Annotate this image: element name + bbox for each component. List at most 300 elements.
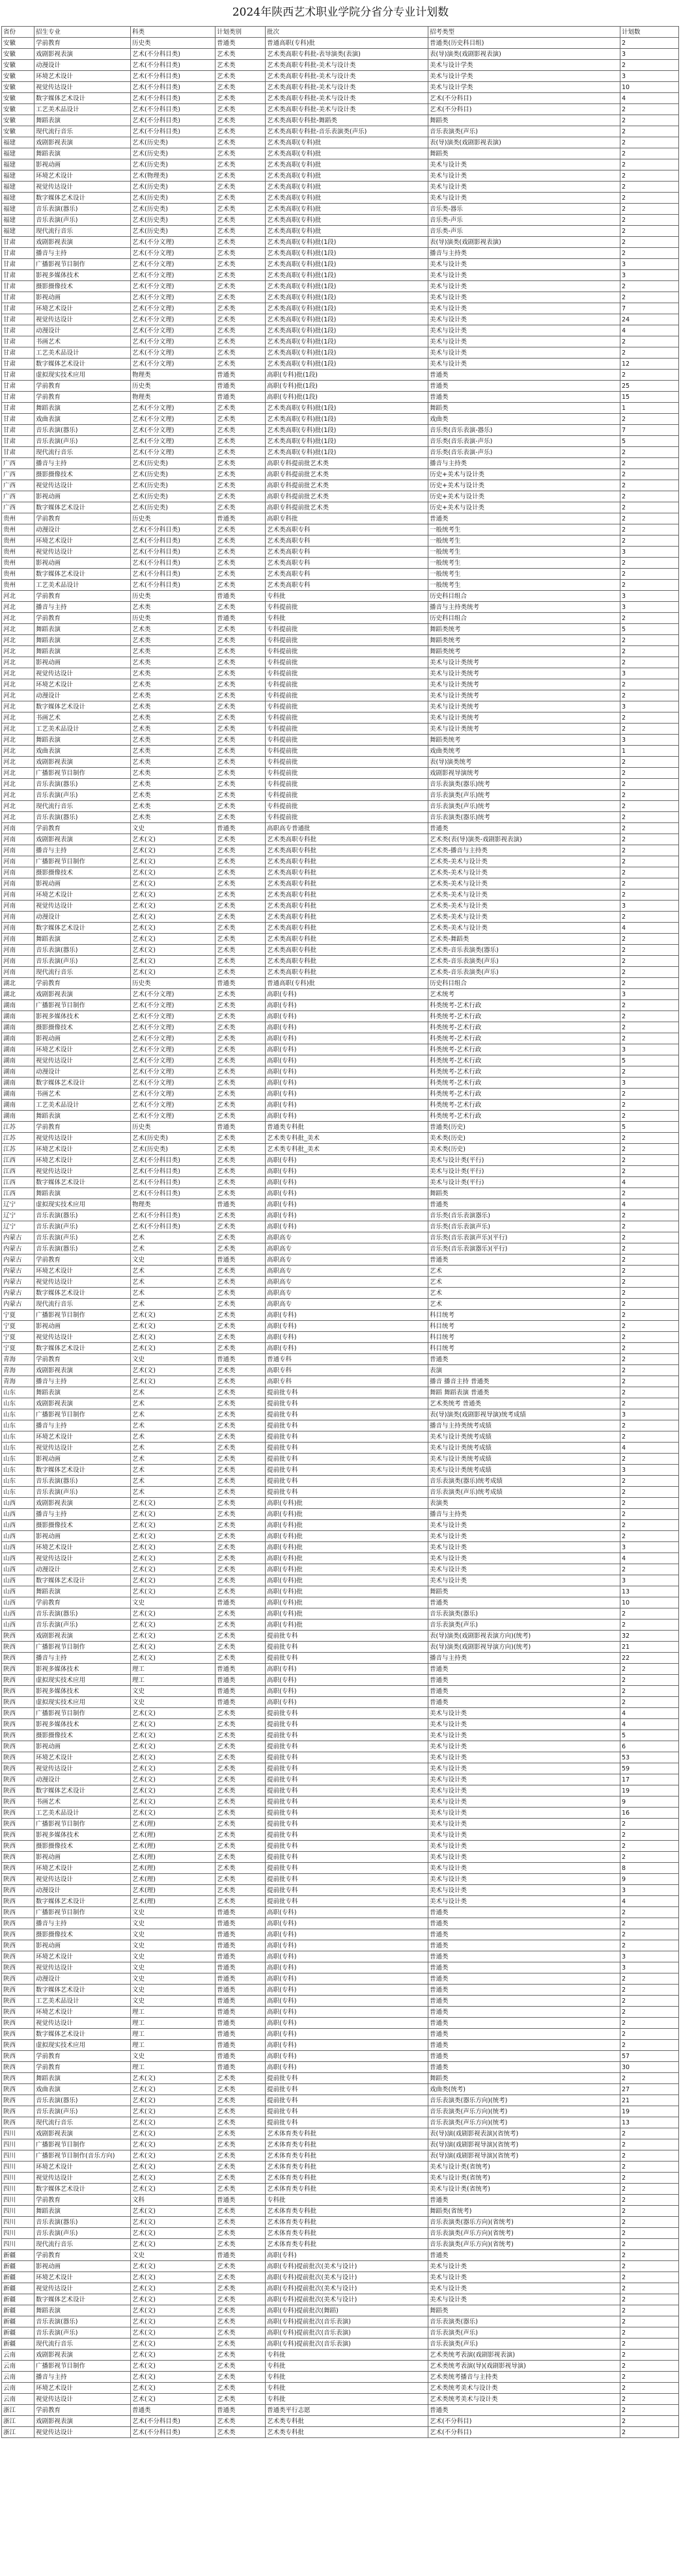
cell-province: 山东 — [2, 1465, 35, 1476]
cell-major: 数字媒体艺术设计 — [35, 1078, 131, 1089]
table-row — [2, 403, 679, 414]
cell-plan-type: 艺术类 — [215, 2073, 266, 2084]
cell-plan-count: 2 — [620, 1841, 679, 1852]
cell-major: 视觉传达设计 — [35, 2283, 131, 2294]
cell-batch: 提前批专科 — [266, 1420, 428, 1431]
cell-subject: 艺术(不分文理) — [131, 237, 215, 248]
table-row — [2, 425, 679, 436]
cell-plan-count: 2 — [620, 1321, 679, 1332]
cell-plan-count: 2 — [620, 1852, 679, 1863]
cell-exam-type: 科目统考 — [428, 1321, 620, 1332]
cell-subject: 艺术(不分科目类) — [131, 60, 215, 71]
table-row — [2, 2427, 679, 2438]
cell-plan-type: 艺术类 — [215, 2239, 266, 2250]
cell-major: 书画艺术 — [35, 1796, 131, 1808]
cell-exam-type: 音乐表演类(器乐方向)(统考) — [428, 2095, 620, 2106]
cell-plan-type: 艺术类 — [215, 735, 266, 746]
cell-major: 摄影摄像技术 — [35, 1520, 131, 1531]
cell-subject: 艺术(不分文理) — [131, 1089, 215, 1100]
cell-exam-type: 普通类 — [428, 1951, 620, 1962]
cell-batch: 专科提前批 — [266, 790, 428, 801]
table-row — [2, 1398, 679, 1409]
cell-plan-type: 艺术类 — [215, 1210, 266, 1221]
cell-province: 陕西 — [2, 1940, 35, 1951]
cell-province: 安徽 — [2, 49, 35, 60]
cell-exam-type: 普通类 — [428, 370, 620, 381]
cell-major: 工艺美术品设计 — [35, 724, 131, 735]
cell-major: 学前教育 — [35, 2062, 131, 2073]
table-row — [2, 746, 679, 757]
cell-province: 陕西 — [2, 1918, 35, 1929]
cell-province: 山东 — [2, 1443, 35, 1454]
cell-province: 湖南 — [2, 1100, 35, 1111]
cell-subject: 艺术(历史类) — [131, 458, 215, 469]
cell-subject: 艺术(理) — [131, 1852, 215, 1863]
cell-exam-type: 普通类 — [428, 2018, 620, 2029]
cell-plan-count: 7 — [620, 425, 679, 436]
cell-subject: 艺术(文) — [131, 1808, 215, 1819]
cell-exam-type: 美术与设计类统考 — [428, 679, 620, 690]
cell-plan-type: 艺术类 — [215, 1863, 266, 1874]
cell-exam-type: 美术与设计类统考成绩 — [428, 1465, 620, 1476]
cell-plan-type: 艺术类 — [215, 480, 266, 491]
cell-plan-type: 普通类 — [215, 1996, 266, 2007]
cell-subject: 物理类 — [131, 392, 215, 403]
cell-subject: 艺术(文) — [131, 923, 215, 934]
cell-province: 陕西 — [2, 1796, 35, 1808]
cell-subject: 艺术(文) — [131, 2283, 215, 2294]
cell-plan-count: 3 — [620, 602, 679, 613]
cell-plan-type: 艺术类 — [215, 1365, 266, 1376]
table-row — [2, 867, 679, 878]
cell-batch: 艺术类高职专科批 — [266, 967, 428, 978]
cell-subject: 艺术类 — [131, 690, 215, 701]
cell-plan-type: 普通类 — [215, 2007, 266, 2018]
cell-province: 河北 — [2, 635, 35, 646]
cell-exam-type: 科类统考-艺术行政 — [428, 1000, 620, 1011]
cell-plan-count: 12 — [620, 359, 679, 370]
cell-province: 河北 — [2, 701, 35, 712]
table-row — [2, 889, 679, 901]
cell-subject: 文科 — [131, 2195, 215, 2206]
cell-plan-type: 艺术类 — [215, 757, 266, 768]
cell-province: 陕西 — [2, 2117, 35, 2128]
cell-batch: 高职(专科)提前批次(美术与设计) — [266, 2283, 428, 2294]
cell-exam-type: 美术与设计类 — [428, 325, 620, 336]
cell-plan-count: 2 — [620, 956, 679, 967]
cell-plan-type: 艺术类 — [215, 1022, 266, 1033]
cell-plan-count: 2 — [620, 1100, 679, 1111]
cell-plan-count: 2 — [620, 2383, 679, 2394]
cell-province: 河北 — [2, 591, 35, 602]
cell-exam-type: 艺术类统考 普通类 — [428, 1398, 620, 1409]
cell-province: 陕西 — [2, 2062, 35, 2073]
cell-plan-count: 2 — [620, 1686, 679, 1697]
cell-province: 青海 — [2, 1365, 35, 1376]
cell-plan-count: 2 — [620, 2018, 679, 2029]
table-row — [2, 1133, 679, 1144]
cell-major: 学前教育 — [35, 381, 131, 392]
cell-plan-type: 普通类 — [215, 613, 266, 624]
cell-subject: 艺术(文) — [131, 2316, 215, 2327]
cell-plan-type: 艺术类 — [215, 2106, 266, 2117]
table-row — [2, 2018, 679, 2029]
cell-batch: 提前批专科 — [266, 1719, 428, 1730]
cell-exam-type: 美术与设计学类 — [428, 82, 620, 93]
cell-exam-type: 音乐表演类(声乐)统考 — [428, 790, 620, 801]
cell-major: 学前教育 — [35, 823, 131, 834]
cell-exam-type: 音乐表演类(声乐) — [428, 126, 620, 137]
cell-batch: 艺术体育类专科批 — [266, 2173, 428, 2184]
cell-major: 学前教育 — [35, 392, 131, 403]
cell-plan-count: 1 — [620, 403, 679, 414]
cell-exam-type: 艺术 — [428, 1288, 620, 1299]
cell-province: 甘肃 — [2, 436, 35, 447]
cell-plan-type: 艺术类 — [215, 1089, 266, 1100]
cell-subject: 艺术(不分文理) — [131, 1078, 215, 1089]
cell-province: 安徽 — [2, 82, 35, 93]
cell-batch: 高职高专 — [266, 1254, 428, 1266]
cell-batch: 高职(专科)批(1段) — [266, 381, 428, 392]
cell-province: 甘肃 — [2, 359, 35, 370]
cell-subject: 艺术(理) — [131, 1819, 215, 1830]
cell-plan-count: 2 — [620, 237, 679, 248]
document-title: 2024年陕西艺术职业学院分省分专业计划数 — [232, 6, 449, 19]
cell-batch: 艺术类高职(专科)批 — [266, 226, 428, 237]
cell-plan-type: 普通类 — [215, 1907, 266, 1918]
table-row — [2, 292, 679, 303]
table-row — [2, 2062, 679, 2073]
cell-plan-count: 2 — [620, 104, 679, 115]
cell-plan-count: 2 — [620, 1398, 679, 1409]
cell-province: 湖北 — [2, 989, 35, 1000]
cell-major: 影视动画 — [35, 491, 131, 502]
cell-plan-type: 艺术类 — [215, 746, 266, 757]
cell-province: 河北 — [2, 668, 35, 679]
cell-subject: 艺术(理) — [131, 1896, 215, 1907]
cell-exam-type: 艺术类统考表演(戏剧影视表演) — [428, 2350, 620, 2361]
cell-exam-type: 普通类 — [428, 2051, 620, 2062]
cell-plan-type: 艺术类 — [215, 536, 266, 547]
cell-batch: 提前批专科 — [266, 2073, 428, 2084]
cell-plan-count: 2 — [620, 690, 679, 701]
table-row — [2, 2228, 679, 2239]
cell-province: 陕西 — [2, 1774, 35, 1785]
cell-province: 贵州 — [2, 558, 35, 569]
cell-batch: 高职(专科)提前批次(音乐表演) — [266, 2327, 428, 2339]
cell-plan-type: 艺术类 — [215, 193, 266, 204]
cell-exam-type: 美术与设计类 — [428, 1896, 620, 1907]
cell-batch: 艺术体育类专科批 — [266, 2228, 428, 2239]
cell-batch: 高职(专科) — [266, 1310, 428, 1321]
cell-subject: 艺术(文) — [131, 856, 215, 867]
cell-plan-type: 艺术类 — [215, 845, 266, 856]
table-row — [2, 735, 679, 746]
cell-province: 内蒙古 — [2, 1288, 35, 1299]
table-row — [2, 757, 679, 768]
cell-batch: 艺术类高职专科批-舞蹈类 — [266, 115, 428, 126]
cell-plan-type: 艺术类 — [215, 1498, 266, 1509]
cell-major: 摄影摄像技术 — [35, 1022, 131, 1033]
cell-plan-type: 艺术类 — [215, 1454, 266, 1465]
cell-plan-count: 2 — [620, 1155, 679, 1166]
cell-exam-type: 一般统考生 — [428, 558, 620, 569]
table-row — [2, 1885, 679, 1896]
cell-exam-type: 普通类 — [428, 1962, 620, 1973]
cell-batch: 高职(专科) — [266, 1907, 428, 1918]
cell-batch: 艺术类高职(专科)批(1段) — [266, 248, 428, 259]
cell-plan-type: 普通类 — [215, 2051, 266, 2062]
cell-exam-type: 艺术统考 — [428, 989, 620, 1000]
cell-plan-count: 2 — [620, 1940, 679, 1951]
cell-plan-count: 2 — [620, 2007, 679, 2018]
cell-plan-count: 2 — [620, 856, 679, 867]
cell-subject: 艺术 — [131, 1431, 215, 1443]
cell-subject: 文史 — [131, 1686, 215, 1697]
cell-plan-type: 艺术类 — [215, 1808, 266, 1819]
cell-plan-count: 2 — [620, 1089, 679, 1100]
cell-exam-type: 普通类 — [428, 1996, 620, 2007]
table-row — [2, 1708, 679, 1719]
cell-plan-type: 普通类 — [215, 591, 266, 602]
cell-subject: 文史 — [131, 2051, 215, 2062]
table-row — [2, 1907, 679, 1918]
cell-batch: 艺术体育类专科批 — [266, 2139, 428, 2150]
cell-major: 数字媒体艺术设计 — [35, 1177, 131, 1188]
cell-province: 云南 — [2, 2372, 35, 2383]
cell-plan-type: 艺术类 — [215, 1653, 266, 1664]
cell-province: 浙江 — [2, 2416, 35, 2427]
table-row — [2, 558, 679, 569]
cell-province: 陕西 — [2, 2073, 35, 2084]
cell-subject: 艺术(文) — [131, 956, 215, 967]
cell-province: 青海 — [2, 1354, 35, 1365]
cell-plan-type: 艺术类 — [215, 281, 266, 292]
cell-exam-type: 音乐表演类(声乐方向)(省统考) — [428, 2228, 620, 2239]
table-row — [2, 1498, 679, 1509]
cell-province: 云南 — [2, 2383, 35, 2394]
cell-exam-type: 美术与设计类(平行) — [428, 1177, 620, 1188]
cell-major: 视觉传达设计 — [35, 182, 131, 193]
cell-major: 戏剧影视表演 — [35, 1631, 131, 1642]
table-row — [2, 1288, 679, 1299]
cell-province: 湖南 — [2, 1011, 35, 1022]
cell-province: 新疆 — [2, 2261, 35, 2272]
cell-province: 宁夏 — [2, 1343, 35, 1354]
cell-subject: 艺术(文) — [131, 1586, 215, 1597]
cell-major: 数字媒体艺术设计 — [35, 1465, 131, 1476]
cell-exam-type: 美术与设计类 — [428, 259, 620, 270]
cell-province: 江西 — [2, 1166, 35, 1177]
cell-exam-type: 音乐类-声乐 — [428, 226, 620, 237]
cell-major: 书画艺术 — [35, 1089, 131, 1100]
cell-subject: 艺术(文) — [131, 912, 215, 923]
table-row — [2, 1332, 679, 1343]
cell-plan-type: 普通类 — [215, 1697, 266, 1708]
cell-major: 舞蹈表演 — [35, 2305, 131, 2316]
cell-batch: 提前批专科 — [266, 2117, 428, 2128]
cell-plan-type: 艺术类 — [215, 1719, 266, 1730]
cell-subject: 艺术(文) — [131, 1752, 215, 1763]
cell-province: 广西 — [2, 491, 35, 502]
cell-batch: 高职(专科) — [266, 2040, 428, 2051]
cell-batch: 艺术类专科批_美术 — [266, 1144, 428, 1155]
cell-subject: 艺术(文) — [131, 1321, 215, 1332]
cell-batch: 艺术体育类专科批 — [266, 2184, 428, 2195]
cell-plan-type: 艺术类 — [215, 602, 266, 613]
table-row — [2, 1266, 679, 1277]
cell-subject: 艺术 — [131, 1420, 215, 1431]
cell-batch: 提前批专科 — [266, 1830, 428, 1841]
cell-major: 环境艺术设计 — [35, 2162, 131, 2173]
cell-batch: 艺术体育类专科批 — [266, 2150, 428, 2162]
cell-province: 山东 — [2, 1409, 35, 1420]
cell-batch: 高职(专科) — [266, 1686, 428, 1697]
cell-province: 甘肃 — [2, 347, 35, 359]
table-row — [2, 392, 679, 403]
cell-major: 戏剧影视表演 — [35, 1398, 131, 1409]
cell-exam-type: 科目统考 — [428, 1343, 620, 1354]
cell-major: 摄影摄像技术 — [35, 469, 131, 480]
cell-plan-count: 2 — [620, 1299, 679, 1310]
cell-exam-type: 美术与设计类 — [428, 2272, 620, 2283]
cell-major: 音乐表演(声乐) — [35, 1620, 131, 1631]
cell-major: 影视动画 — [35, 878, 131, 889]
cell-plan-type: 艺术类 — [215, 2350, 266, 2361]
cell-province: 陕西 — [2, 1752, 35, 1763]
table-row — [2, 137, 679, 148]
cell-subject: 艺术(不分文理) — [131, 989, 215, 1000]
cell-subject: 艺术(文) — [131, 2394, 215, 2405]
cell-plan-count: 2 — [620, 1996, 679, 2007]
cell-exam-type: 艺术类-美术与设计类 — [428, 889, 620, 901]
cell-exam-type: 美术与设计类 — [428, 1819, 620, 1830]
table-row — [2, 1465, 679, 1476]
cell-exam-type: 普通类 — [428, 1929, 620, 1940]
cell-province: 陕西 — [2, 1664, 35, 1675]
table-row — [2, 1741, 679, 1752]
table-row — [2, 1808, 679, 1819]
cell-province: 湖南 — [2, 1066, 35, 1078]
cell-plan-count: 2 — [620, 768, 679, 779]
cell-major: 数字媒体艺术设计 — [35, 2294, 131, 2305]
cell-major: 动漫设计 — [35, 325, 131, 336]
cell-exam-type: 艺术类统考表演(导)(戏剧影视导演) — [428, 2361, 620, 2372]
cell-exam-type: 美术与设计学类 — [428, 71, 620, 82]
cell-plan-type: 艺术类 — [215, 1874, 266, 1885]
cell-plan-type: 艺术类 — [215, 1387, 266, 1398]
cell-plan-type: 艺术类 — [215, 1420, 266, 1431]
table-row — [2, 2416, 679, 2427]
cell-batch: 专科提前批 — [266, 679, 428, 690]
cell-plan-type: 普通类 — [215, 978, 266, 989]
table-row — [2, 1055, 679, 1066]
cell-province: 四川 — [2, 2217, 35, 2228]
cell-exam-type: 音乐表演类(声乐方向)(统考) — [428, 2117, 620, 2128]
cell-major: 音乐表演(器乐) — [35, 945, 131, 956]
cell-province: 辽宁 — [2, 1199, 35, 1210]
cell-plan-count: 27 — [620, 2084, 679, 2095]
cell-plan-count: 2 — [620, 1675, 679, 1686]
cell-batch: 艺术类高职专科 — [266, 558, 428, 569]
cell-subject: 文史 — [131, 1597, 215, 1608]
table-row — [2, 193, 679, 204]
cell-batch: 艺术类高职专科批 — [266, 956, 428, 967]
table-row — [2, 1232, 679, 1243]
cell-subject: 艺术(文) — [131, 2117, 215, 2128]
table-row — [2, 248, 679, 259]
cell-plan-count: 2 — [620, 1697, 679, 1708]
cell-plan-type: 普通类 — [215, 823, 266, 834]
cell-plan-type: 艺术类 — [215, 1608, 266, 1620]
cell-major: 广播影视节目制作 — [35, 1409, 131, 1420]
cell-major: 戏剧影视表演 — [35, 2416, 131, 2427]
cell-exam-type: 普通类 — [428, 1940, 620, 1951]
cell-province: 贵州 — [2, 569, 35, 580]
cell-plan-count: 2 — [620, 1620, 679, 1631]
cell-province: 陕西 — [2, 2095, 35, 2106]
cell-major: 环境艺术设计 — [35, 1155, 131, 1166]
cell-province: 陕西 — [2, 1785, 35, 1796]
table-row — [2, 170, 679, 182]
cell-subject: 艺术(文) — [131, 1520, 215, 1531]
cell-exam-type: 艺术类-美术与设计类 — [428, 878, 620, 889]
cell-plan-count: 2 — [620, 2195, 679, 2206]
cell-batch: 高职(专科)提前批次(舞蹈) — [266, 2305, 428, 2316]
cell-batch: 高职高专 — [266, 1266, 428, 1277]
cell-plan-count: 4 — [620, 1719, 679, 1730]
cell-major: 学前教育 — [35, 1597, 131, 1608]
cell-exam-type: 一般统考生 — [428, 580, 620, 591]
cell-subject: 艺术(历史类) — [131, 215, 215, 226]
table-row — [2, 1642, 679, 1653]
cell-exam-type: 舞蹈类(省统考) — [428, 2206, 620, 2217]
cell-major: 音乐表演(声乐) — [35, 1487, 131, 1498]
cell-batch: 提前批专科 — [266, 1653, 428, 1664]
cell-batch: 提前批专科 — [266, 1631, 428, 1642]
table-row — [2, 779, 679, 790]
table-body — [2, 38, 679, 2438]
cell-batch: 艺术类高职(专科)批(1段) — [266, 403, 428, 414]
cell-exam-type: 表(导)演(戏剧影视导演)(省统考) — [428, 2150, 620, 2162]
table-row — [2, 1586, 679, 1597]
cell-exam-type: 科类统考-艺术行政 — [428, 1022, 620, 1033]
cell-province: 河北 — [2, 724, 35, 735]
cell-subject: 艺术(文) — [131, 1575, 215, 1586]
header-subject: 科类 — [131, 27, 215, 38]
cell-exam-type: 普通类(历史科目组) — [428, 38, 620, 49]
cell-exam-type: 艺术类-音乐表演类(声乐) — [428, 967, 620, 978]
cell-exam-type: 美术与设计类 — [428, 1719, 620, 1730]
cell-plan-type: 艺术类 — [215, 2173, 266, 2184]
cell-major: 舞蹈表演 — [35, 403, 131, 414]
cell-subject: 艺术 — [131, 1243, 215, 1254]
cell-subject: 艺术类 — [131, 757, 215, 768]
table-row — [2, 1631, 679, 1642]
cell-subject: 艺术(不分文理) — [131, 270, 215, 281]
cell-subject: 艺术(文) — [131, 2128, 215, 2139]
cell-subject: 艺术(不分文理) — [131, 1022, 215, 1033]
cell-province: 甘肃 — [2, 303, 35, 314]
cell-batch: 提前批专科 — [266, 1708, 428, 1719]
cell-province: 山东 — [2, 1387, 35, 1398]
cell-exam-type: 历史科目组合 — [428, 613, 620, 624]
cell-exam-type: 美术与设计类 — [428, 270, 620, 281]
cell-major: 影视多媒体技术 — [35, 270, 131, 281]
cell-major: 动漫设计 — [35, 1774, 131, 1785]
table-row — [2, 989, 679, 1000]
cell-batch: 高职(专科)批 — [266, 1564, 428, 1575]
